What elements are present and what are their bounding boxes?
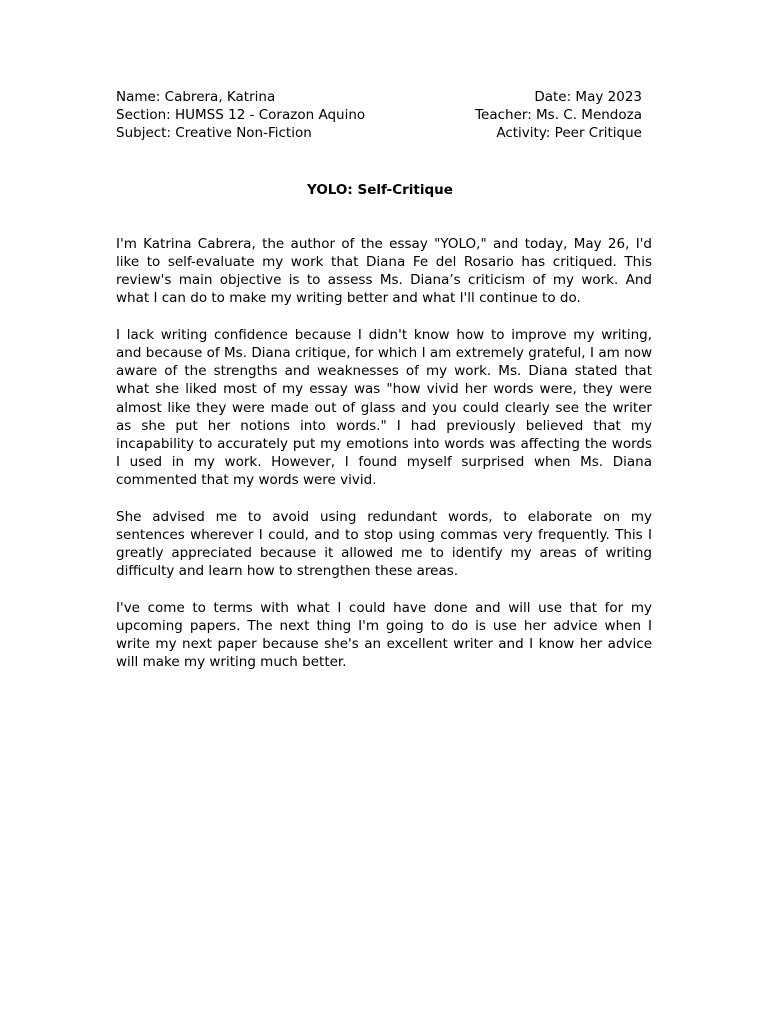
paragraph-2: I lack writing confidence because I didn't know how to improve my writing, and because of Ms. Diana critique, for which I am extremely grateful, I am now aware of the strengths and weaknesses of my work. Ms. Diana stated that what she liked most of my essay was "how vivid her words were, they were almost like they were made out of glass and you could clearly see the writer as she put her notions into words." I had previously believed that my incapability to accurately put my emotions into words was affecting the words I used in my work. However, I found myself surprised when Ms. Diana commented that my words were vivid. [116,326,652,489]
document-body [116,235,652,672]
header-row-section-teacher [116,106,652,124]
paragraph-4: I've come to terms with what I could have done and will use that for my upcoming papers. The next thing I'm going to do is use her advice when I write my next paper because she's an excellent writer and I know her advice will make my writing much better. [116,599,652,671]
subject: Subject: Creative Non-Fiction [116,125,312,142]
header-row-subject-activity [116,124,652,142]
teacher: Teacher: Ms. C. Mendoza [475,107,642,124]
paragraph-3: She advised me to avoid using redundant words, to elaborate on my sentences wherever I could, and to stop using commas very frequently. This I greatly appreciated because it allowed me to identify my areas of writing difficulty and learn how to strengthen these areas. [116,508,652,580]
activity: Activity: Peer Critique [496,125,642,142]
header-row-name-date [116,88,652,106]
paragraph-1: I'm Katrina Cabrera, the author of the essay "YOLO," and today, May 26, I'd like to self-evaluate my work that Diana Fe del Rosario has critiqued. This review's main objective is to assess Ms. Diana’s criticism of my work. And what I can do to make my writing better and what I'll continue to do. [116,235,652,307]
date: Date: May 2023 [534,89,642,105]
section: Section: HUMSS 12 - Corazon Aquino [116,107,366,124]
document-title: YOLO: Self-Critique [307,181,453,198]
student-name: Name: Cabrera, Katrina [116,89,276,105]
document-page [116,88,652,690]
document-header [116,88,652,143]
